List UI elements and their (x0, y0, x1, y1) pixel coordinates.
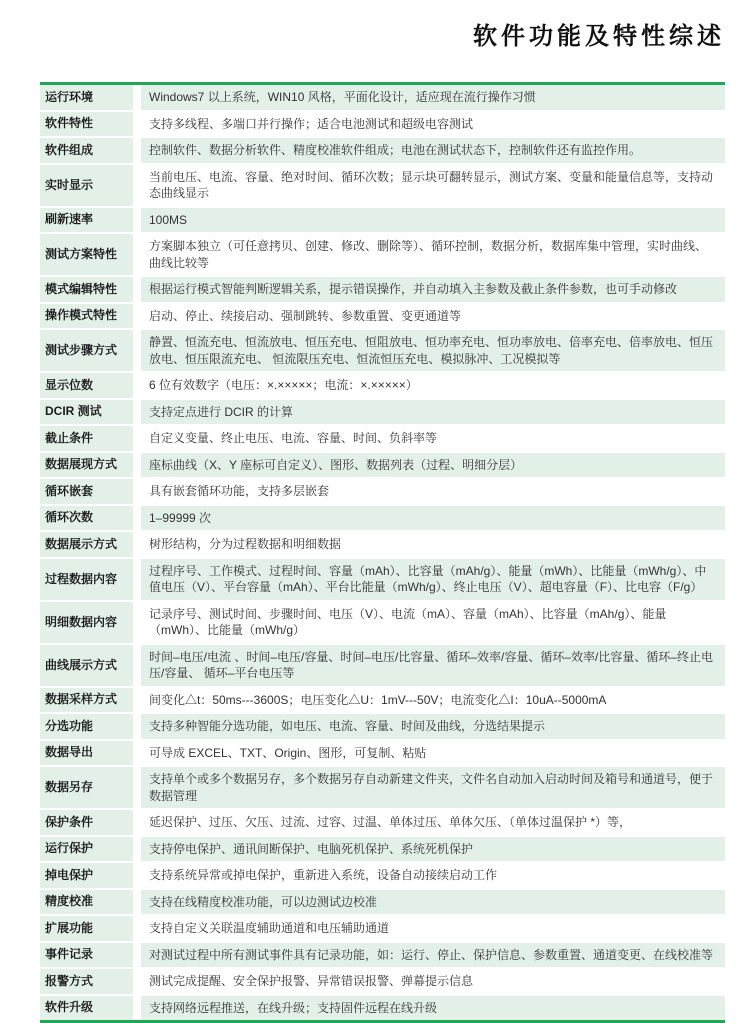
row-content: 时间–电压/电流 、时间–电压/容量、时间–电压/比容量、循环–效率/容量、循环–效率/比容量、循环–终止电压/容量、 循环–平台电压等 (141, 645, 725, 688)
table-row (40, 837, 725, 864)
row-label: 操作模式特性 (40, 304, 133, 331)
table-row (40, 602, 725, 645)
row-label: 数据展示方式 (40, 532, 133, 559)
column-gutter (133, 969, 141, 996)
row-content: 具有嵌套循环功能，支持多层嵌套 (141, 479, 725, 506)
column-gutter (133, 208, 141, 235)
row-label: 明细数据内容 (40, 602, 133, 645)
row-label: 数据展现方式 (40, 453, 133, 480)
column-gutter (133, 890, 141, 917)
table-row (40, 85, 725, 112)
row-content: 座标曲线（X、Y 座标可自定义）、图形、数据列表（过程、明细分层） (141, 453, 725, 480)
row-content: 静置、恒流充电、恒流放电、恒压充电、恒阻放电、恒功率充电、恒功率放电、倍率充电、倍率放电、恒压放电、恒压限流充电、 恒流限压充电、恒流恒压充电、模拟脉冲、工况模拟等 (141, 330, 725, 373)
row-label: 循环次数 (40, 506, 133, 533)
table-row (40, 277, 725, 304)
table-row (40, 559, 725, 602)
row-content: 支持系统异常或掉电保护，重新进入系统，设备自动接续启动工作 (141, 863, 725, 890)
table-row (40, 479, 725, 506)
row-label: 分选功能 (40, 714, 133, 741)
table-row (40, 453, 725, 480)
row-content: 6 位有效数字（电压：×.×××××；电流：×.×××××） (141, 373, 725, 400)
table-row (40, 506, 725, 533)
column-gutter (133, 506, 141, 533)
column-gutter (133, 85, 141, 112)
row-content: 支持网络远程推送，在线升级；支持固件远程在线升级 (141, 996, 725, 1021)
row-content: 树形结构，分为过程数据和明细数据 (141, 532, 725, 559)
column-gutter (133, 996, 141, 1021)
row-content: 可导成 EXCEL、TXT、Origin、图形，可复制、粘贴 (141, 741, 725, 768)
column-gutter (133, 837, 141, 864)
column-gutter (133, 810, 141, 837)
row-content: 启动、停止、续接启动、强制跳转、参数重置、变更通道等 (141, 304, 725, 331)
column-gutter (133, 688, 141, 715)
table-row (40, 863, 725, 890)
table-row (40, 208, 725, 235)
row-content: 支持在线精度校准功能，可以边测试边校准 (141, 890, 725, 917)
column-gutter (133, 863, 141, 890)
table-row (40, 688, 725, 715)
table-row (40, 741, 725, 768)
column-gutter (133, 453, 141, 480)
row-content: 支持单个或多个数据另存，多个数据另存自动新建文件夹，文件名自动加入启动时间及箱号和通道号，便于数据管理 (141, 767, 725, 810)
table-row (40, 714, 725, 741)
row-content: 支持自定义关联温度辅助通道和电压辅助通道 (141, 916, 725, 943)
table-row (40, 916, 725, 943)
row-content: Windows7 以上系统，WIN10 风格，平面化设计，适应现在流行操作习惯 (141, 85, 725, 112)
row-content: 支持停电保护、通讯间断保护、电脑死机保护、系统死机保护 (141, 837, 725, 864)
column-gutter (133, 330, 141, 373)
row-content: 对测试过程中所有测试事件具有记录功能，如：运行、停止、保护信息、参数重置、通道变更、在线校准等 (141, 943, 725, 970)
row-label: 数据另存 (40, 767, 133, 810)
column-gutter (133, 645, 141, 688)
table-row (40, 112, 725, 139)
row-content: 间变化△t：50ms---3600S；电压变化△U：1mV---50V；电流变化△I：10uA--5000mA (141, 688, 725, 715)
row-content: 根据运行模式智能判断逻辑关系，提示错误操作，并自动填入主参数及截止条件参数，也可手动修改 (141, 277, 725, 304)
column-gutter (133, 234, 141, 277)
row-label: 报警方式 (40, 969, 133, 996)
row-label: 显示位数 (40, 373, 133, 400)
table-row (40, 532, 725, 559)
row-label: 实时显示 (40, 165, 133, 208)
row-label: 模式编辑特性 (40, 277, 133, 304)
row-content: 过程序号、工作模式、过程时间、容量（mAh）、比容量（mAh/g）、能量（mWh）、比能量（mWh/g）、中值电压（V）、平台容量（mAh）、平台比能量（mWh/g）、终止电压（V）、超电容量（F）、比电容（F/g） (141, 559, 725, 602)
row-label: 刷新速率 (40, 208, 133, 235)
table-row (40, 138, 725, 165)
column-gutter (133, 112, 141, 139)
row-label: 保护条件 (40, 810, 133, 837)
column-gutter (133, 277, 141, 304)
column-gutter (133, 767, 141, 810)
row-label: 循环嵌套 (40, 479, 133, 506)
row-label: 截止条件 (40, 426, 133, 453)
table-row (40, 996, 725, 1021)
table-row (40, 645, 725, 688)
column-gutter (133, 741, 141, 768)
row-label: DCIR 测试 (40, 400, 133, 427)
table-row (40, 426, 725, 453)
row-label: 测试方案特性 (40, 234, 133, 277)
column-gutter (133, 304, 141, 331)
column-gutter (133, 714, 141, 741)
column-gutter (133, 165, 141, 208)
row-content: 支持定点进行 DCIR 的计算 (141, 400, 725, 427)
row-content: 控制软件、数据分析软件、精度校准软件组成；电池在测试状态下，控制软件还有监控作用。 (141, 138, 725, 165)
row-label: 运行保护 (40, 837, 133, 864)
row-label: 过程数据内容 (40, 559, 133, 602)
row-label: 数据采样方式 (40, 688, 133, 715)
row-label: 精度校准 (40, 890, 133, 917)
row-label: 软件升级 (40, 996, 133, 1021)
column-gutter (133, 426, 141, 453)
table-row (40, 400, 725, 427)
feature-spec-table (40, 82, 725, 1023)
table-row (40, 373, 725, 400)
column-gutter (133, 138, 141, 165)
column-gutter (133, 373, 141, 400)
row-content: 自定义变量、终止电压、电流、容量、时间、负斜率等 (141, 426, 725, 453)
table-row (40, 234, 725, 277)
row-label: 曲线展示方式 (40, 645, 133, 688)
column-gutter (133, 943, 141, 970)
row-content: 支持多种智能分选功能，如电压、电流、容量、时间及曲线，分选结果提示 (141, 714, 725, 741)
column-gutter (133, 479, 141, 506)
row-content: 记录序号、测试时间、步骤时间、电压（V）、电流（mA）、容量（mAh）、比容量（mAh/g）、能量（mWh）、比能量（mWh/g） (141, 602, 725, 645)
row-content: 方案脚本独立（可任意拷贝、创建、修改、删除等）、循环控制，数据分析，数据库集中管理，实时曲线、曲线比较等 (141, 234, 725, 277)
page-title: 软件功能及特性综述 (473, 23, 725, 50)
row-label: 数据导出 (40, 741, 133, 768)
row-label: 软件组成 (40, 138, 133, 165)
row-content: 100MS (141, 208, 725, 235)
row-content: 当前电压、电流、容量、绝对时间、循环次数；显示块可翻转显示，测试方案、变量和能量信息等，支持动态曲线显示 (141, 165, 725, 208)
column-gutter (133, 916, 141, 943)
row-label: 扩展功能 (40, 916, 133, 943)
row-label: 掉电保护 (40, 863, 133, 890)
row-content: 支持多线程、多端口并行操作；适合电池测试和超级电容测试 (141, 112, 725, 139)
row-label: 事件记录 (40, 943, 133, 970)
table-row (40, 890, 725, 917)
row-label: 测试步骤方式 (40, 330, 133, 373)
row-content: 延迟保护、过压、欠压、过流、过容、过温、单体过压、单体欠压、（单体过温保护 *）等， (141, 810, 725, 837)
column-gutter (133, 532, 141, 559)
table-row (40, 943, 725, 970)
column-gutter (133, 400, 141, 427)
column-gutter (133, 602, 141, 645)
table-row (40, 969, 725, 996)
row-content: 测试完成提醒、安全保护报警、异常错误报警、弹幕提示信息 (141, 969, 725, 996)
table-row (40, 330, 725, 373)
row-label: 运行环境 (40, 85, 133, 112)
row-content: 1–99999 次 (141, 506, 725, 533)
column-gutter (133, 559, 141, 602)
table-row (40, 165, 725, 208)
table-row (40, 810, 725, 837)
table-row (40, 767, 725, 810)
row-label: 软件特性 (40, 112, 133, 139)
table-row (40, 304, 725, 331)
